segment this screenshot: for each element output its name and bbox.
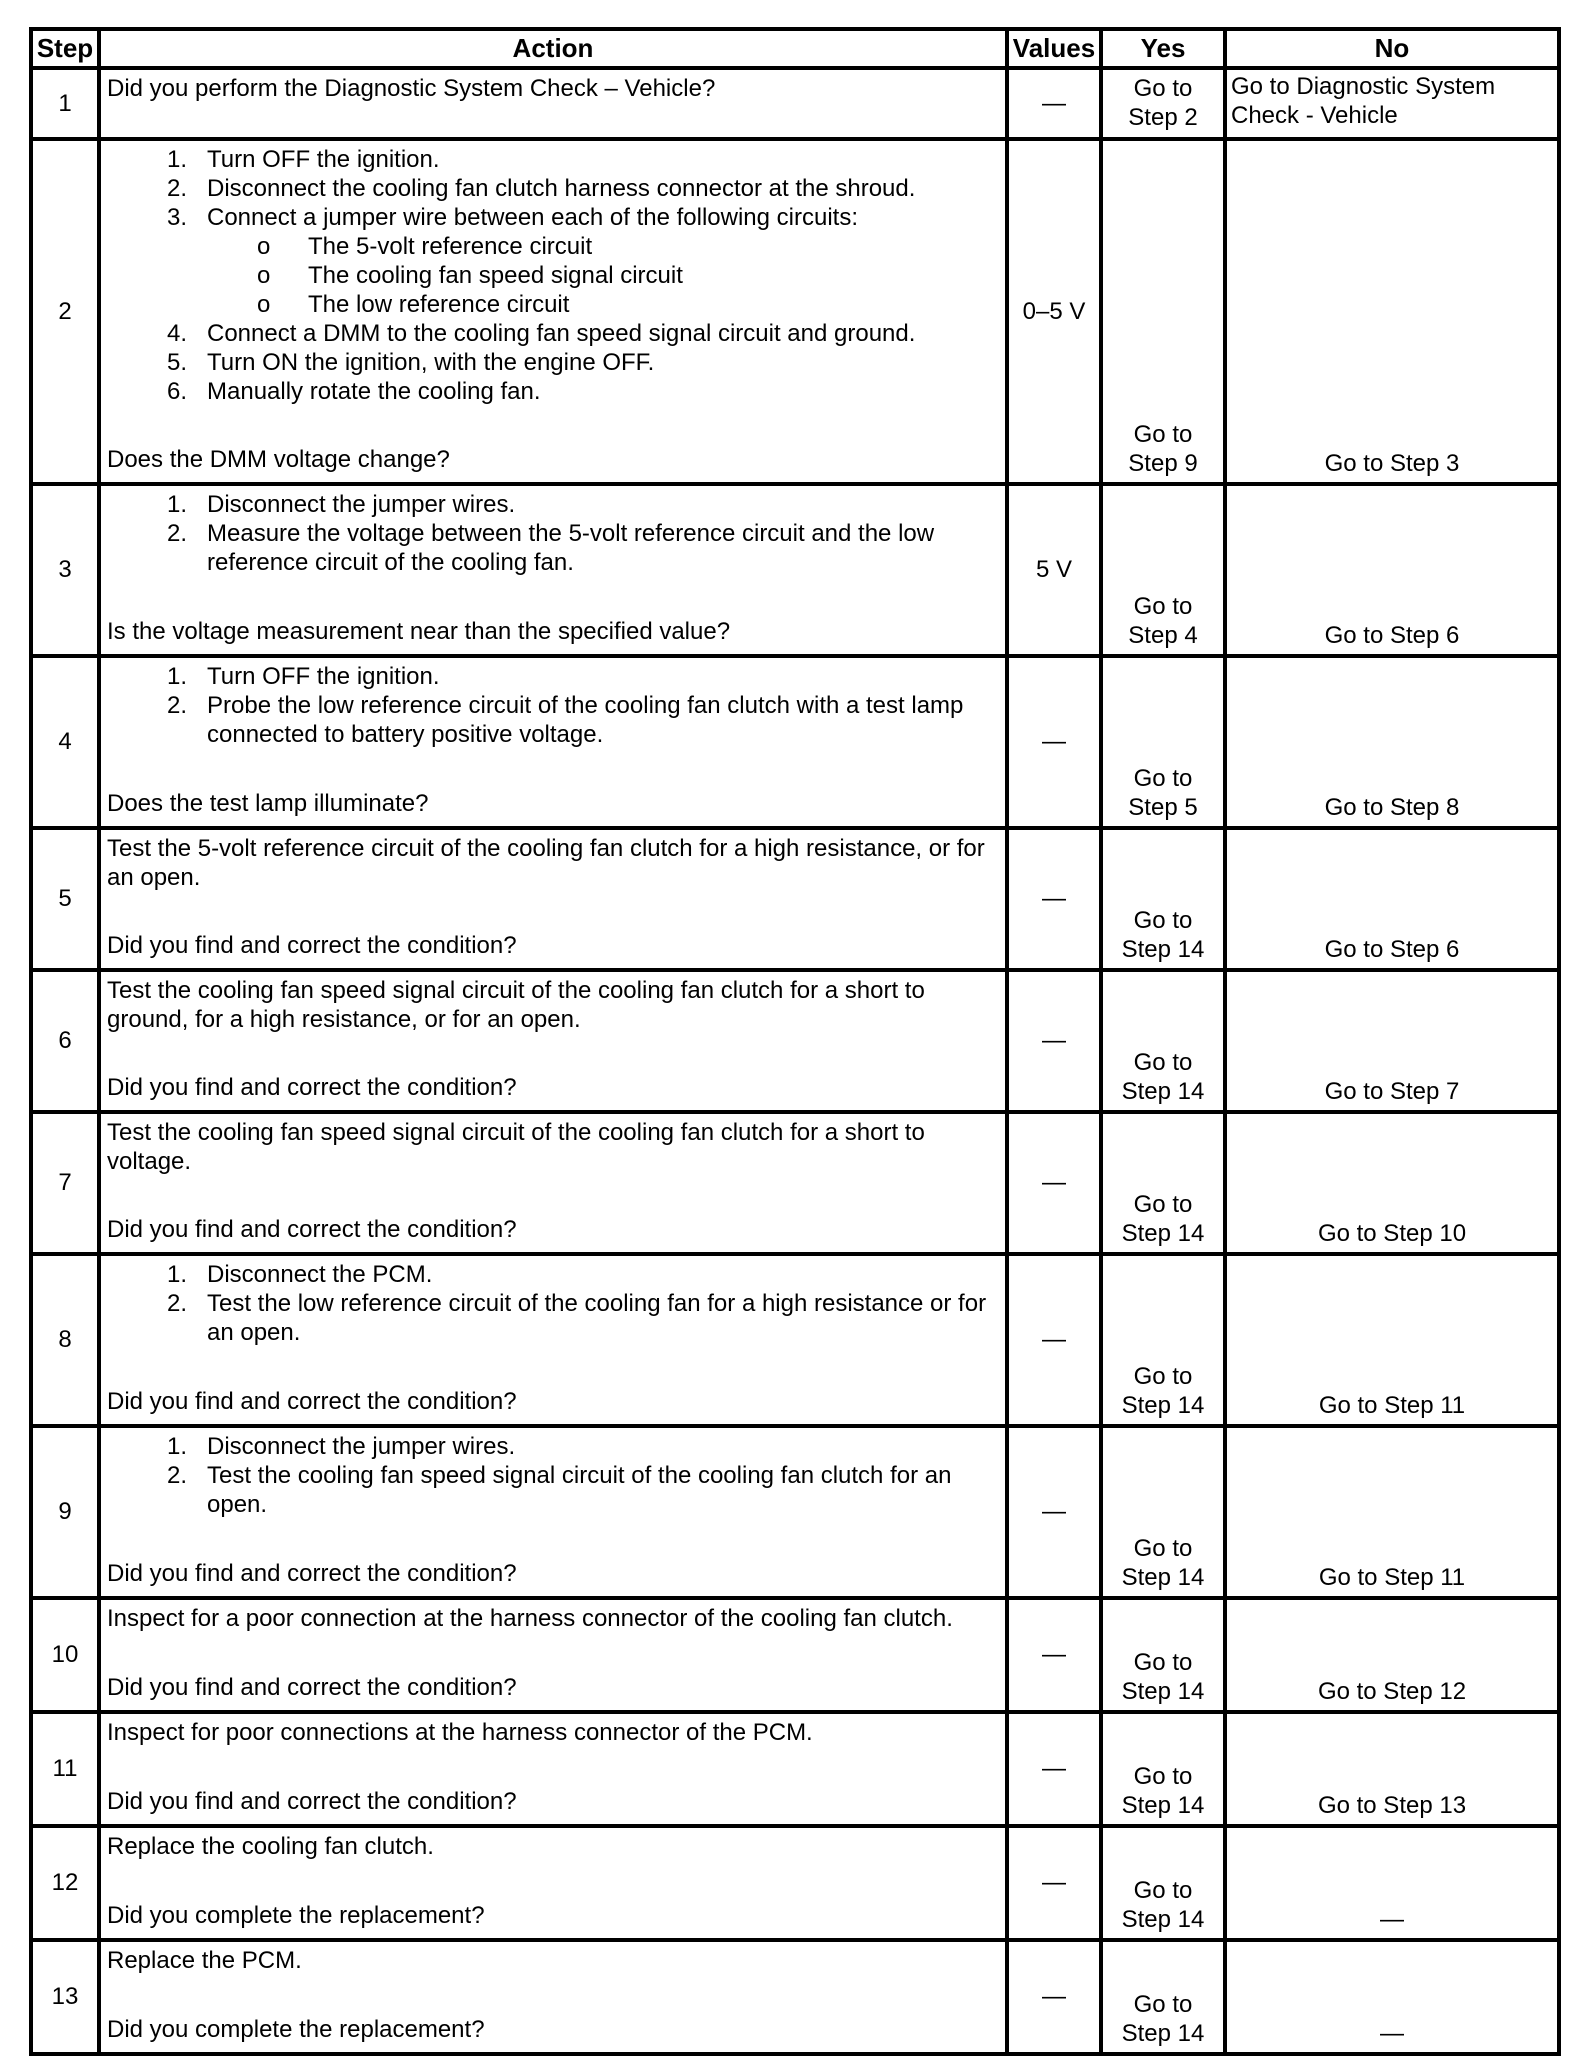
value-cell: 0–5 V [1007, 139, 1101, 484]
action-step-item [157, 1289, 999, 1347]
action-step-item [157, 174, 999, 203]
no-link[interactable]: Go to Step 12 [1317, 1678, 1467, 1705]
step-number: 9 [31, 1426, 99, 1598]
action-question: Does the test lamp illuminate? [107, 790, 429, 817]
value-cell: — [1007, 656, 1101, 828]
step-number: 10 [31, 1598, 99, 1712]
step-number: 1 [31, 68, 99, 139]
action-step-text: Disconnect the jumper wires. [207, 1433, 516, 1460]
table-row [31, 1112, 1559, 1254]
sub-list-text: The cooling fan speed signal circuit [308, 262, 683, 289]
step-number: 5 [31, 828, 99, 970]
action-question: Did you find and correct the condition? [107, 1388, 517, 1415]
action-question: Did you find and correct the condition? [107, 1788, 517, 1815]
action-instruction: Replace the PCM. [107, 1947, 302, 1974]
step-number: 8 [31, 1254, 99, 1426]
action-step-text: Disconnect the cooling fan clutch harness connector at the shroud. [207, 175, 916, 202]
no-cell [1225, 1112, 1559, 1254]
action-step-item [157, 519, 999, 577]
action-step-number: 2. [166, 1290, 187, 1317]
action-question: Did you find and correct the condition? [107, 1560, 517, 1587]
action-step-text: Connect a DMM to the cooling fan speed signal circuit and ground. [207, 320, 916, 347]
table-row [31, 68, 1559, 139]
value-cell: — [1007, 1426, 1101, 1598]
action-step-item [157, 348, 999, 377]
no-link[interactable]: Go to Diagnostic System Check - Vehicle [1231, 73, 1496, 129]
value-cell: — [1007, 1826, 1101, 1940]
table-row [31, 1426, 1559, 1598]
action-step-number: 1. [166, 663, 187, 690]
action-step-text: Test the low reference circuit of the cooling fan for a high resistance or for an open. [207, 1290, 987, 1346]
action-question: Does the DMM voltage change? [107, 446, 450, 473]
action-step-text: Manually rotate the cooling fan. [207, 378, 541, 405]
step-number: 4 [31, 656, 99, 828]
value-cell: — [1007, 1112, 1101, 1254]
sub-list [207, 232, 999, 319]
action-step-item [157, 1260, 999, 1289]
circle-bullet-icon: o [257, 291, 271, 318]
no-cell [1225, 1712, 1559, 1826]
action-question: Did you complete the replacement? [107, 2016, 485, 2043]
yes-cell [1101, 1826, 1225, 1940]
yes-cell [1101, 1426, 1225, 1598]
no-cell [1225, 970, 1559, 1112]
value-cell: — [1007, 828, 1101, 970]
no-link[interactable]: — [1380, 2020, 1404, 2047]
value-cell: — [1007, 970, 1101, 1112]
no-cell [1225, 1598, 1559, 1712]
action-cell [99, 1826, 1007, 1940]
table-row [31, 1940, 1559, 2054]
yes-cell [1101, 656, 1225, 828]
action-cell [99, 484, 1007, 656]
no-link[interactable]: Go to Step 11 [1318, 1392, 1466, 1419]
action-step-text: Disconnect the jumper wires. [207, 491, 516, 518]
diagnostic-table [29, 27, 1561, 2056]
action-cell [99, 1940, 1007, 2054]
step-number: 11 [31, 1712, 99, 1826]
action-step-number: 1. [166, 1261, 187, 1288]
no-link[interactable]: Go to Step 6 [1324, 622, 1460, 649]
step-number: 3 [31, 484, 99, 656]
action-step-number: 6. [166, 378, 187, 405]
table-row [31, 656, 1559, 828]
action-cell [99, 1426, 1007, 1598]
circle-bullet-icon: o [257, 262, 271, 289]
yes-cell [1101, 970, 1225, 1112]
action-step-number: 2. [166, 520, 187, 547]
action-question: Did you find and correct the condition? [107, 1674, 517, 1701]
yes-cell [1101, 484, 1225, 656]
step-number: 13 [31, 1940, 99, 2054]
action-instruction: Test the 5-volt reference circuit of the cooling fan clutch for a high resistance, or for an open. [107, 835, 985, 891]
no-cell [1225, 1826, 1559, 1940]
yes-link[interactable]: Go to Step 14 [1121, 1535, 1205, 1591]
value-cell: — [1007, 1254, 1101, 1426]
action-cell [99, 656, 1007, 828]
action-step-item [157, 662, 999, 691]
no-cell [1225, 68, 1559, 139]
table-row [31, 1254, 1559, 1426]
action-question: Is the voltage measurement near than the specified value? [107, 618, 731, 645]
action-instruction: Did you perform the Diagnostic System Check – Vehicle? [107, 75, 716, 102]
action-question: Did you find and correct the condition? [107, 1216, 517, 1243]
sub-list-item [257, 232, 999, 261]
table-row [31, 1712, 1559, 1826]
sub-list-item [257, 261, 999, 290]
value-cell: — [1007, 1940, 1101, 2054]
action-cell [99, 139, 1007, 484]
circle-bullet-icon: o [257, 233, 271, 260]
step-number: 7 [31, 1112, 99, 1254]
action-step-item [157, 203, 999, 319]
header-row [31, 29, 1559, 68]
no-cell [1225, 1254, 1559, 1426]
action-step-item [157, 377, 999, 406]
yes-link[interactable]: Go to Step 14 [1121, 1049, 1205, 1105]
action-step-item [157, 319, 999, 348]
action-steps-list [107, 490, 999, 577]
action-step-text: Turn ON the ignition, with the engine OFF. [207, 349, 655, 376]
action-step-number: 5. [166, 349, 187, 376]
action-step-text: Probe the low reference circuit of the cooling fan clutch with a test lamp connected to battery positive voltage. [207, 692, 964, 748]
action-cell [99, 1112, 1007, 1254]
action-steps-list [107, 1260, 999, 1347]
action-steps-list [107, 1432, 999, 1519]
action-step-item [157, 1461, 999, 1519]
yes-link[interactable]: Go to Step 5 [1128, 765, 1198, 821]
action-step-number: 4. [166, 320, 187, 347]
no-link[interactable]: Go to Step 6 [1324, 936, 1460, 963]
sub-list-text: The 5-volt reference circuit [308, 233, 593, 260]
yes-cell [1101, 1112, 1225, 1254]
sub-list-item [257, 290, 999, 319]
action-cell [99, 828, 1007, 970]
no-link[interactable]: Go to Step 7 [1324, 1078, 1460, 1105]
action-cell [99, 970, 1007, 1112]
action-step-number: 1. [166, 1433, 187, 1460]
action-instruction: Replace the cooling fan clutch. [107, 1833, 434, 1860]
value-cell: — [1007, 1598, 1101, 1712]
yes-cell [1101, 1254, 1225, 1426]
header-no: No [1225, 29, 1559, 68]
action-step-number: 2. [166, 692, 187, 719]
value-cell: — [1007, 1712, 1101, 1826]
action-step-item [157, 1432, 999, 1461]
action-question: Did you find and correct the condition? [107, 932, 517, 959]
no-link[interactable]: — [1380, 1906, 1404, 1933]
value-cell: 5 V [1007, 484, 1101, 656]
action-step-number: 3. [166, 204, 187, 231]
action-step-item [157, 691, 999, 749]
action-cell [99, 68, 1007, 139]
action-steps-list [107, 662, 999, 749]
action-instruction: Test the cooling fan speed signal circuit of the cooling fan clutch for a short to voltage. [107, 1119, 925, 1175]
no-link[interactable]: Go to Step 10 [1317, 1220, 1467, 1247]
action-question: Did you complete the replacement? [107, 1902, 485, 1929]
yes-link[interactable]: Go to Step 2 [1128, 74, 1198, 131]
table-row [31, 139, 1559, 484]
table-row [31, 484, 1559, 656]
action-question: Did you find and correct the condition? [107, 1074, 517, 1101]
yes-cell [1101, 1940, 1225, 2054]
header-action: Action [99, 29, 1007, 68]
no-link[interactable]: Go to Step 8 [1324, 794, 1460, 821]
step-number: 6 [31, 970, 99, 1112]
no-cell [1225, 1940, 1559, 2054]
action-step-text: Turn OFF the ignition. [207, 663, 440, 690]
action-step-number: 2. [166, 175, 187, 202]
action-steps-list [107, 145, 999, 406]
action-step-number: 1. [166, 146, 187, 173]
yes-link[interactable]: Go to Step 14 [1121, 907, 1205, 963]
action-step-text: Connect a jumper wire between each of the following circuits: [207, 204, 858, 231]
action-instruction: Inspect for poor connections at the harness connector of the PCM. [107, 1719, 813, 1746]
no-cell [1225, 656, 1559, 828]
no-cell [1225, 139, 1559, 484]
no-link[interactable]: Go to Step 11 [1318, 1564, 1466, 1591]
step-number: 12 [31, 1826, 99, 1940]
no-cell [1225, 1426, 1559, 1598]
yes-link[interactable]: Go to Step 9 [1128, 421, 1198, 477]
step-number: 2 [31, 139, 99, 484]
action-step-item [157, 490, 999, 519]
table-row [31, 1598, 1559, 1712]
no-link[interactable]: Go to Step 3 [1324, 450, 1460, 477]
action-instruction: Test the cooling fan speed signal circuit of the cooling fan clutch for a short to ground, for a high resistance, or for an open. [107, 977, 925, 1033]
value-cell: — [1007, 68, 1101, 139]
yes-link[interactable]: Go to Step 14 [1121, 1191, 1205, 1247]
yes-link[interactable]: Go to Step 14 [1121, 1363, 1205, 1419]
yes-link[interactable]: Go to Step 14 [1121, 1877, 1205, 1933]
action-step-number: 1. [166, 491, 187, 518]
action-step-text: Disconnect the PCM. [207, 1261, 433, 1288]
yes-link[interactable]: Go to Step 14 [1121, 1991, 1205, 2047]
action-instruction: Inspect for a poor connection at the harness connector of the cooling fan clutch. [107, 1605, 953, 1632]
table-row [31, 828, 1559, 970]
table-row [31, 1826, 1559, 1940]
no-link[interactable]: Go to Step 13 [1317, 1792, 1467, 1819]
yes-cell [1101, 1712, 1225, 1826]
yes-cell [1101, 139, 1225, 484]
action-cell [99, 1254, 1007, 1426]
action-step-item [157, 145, 999, 174]
action-step-text: Measure the voltage between the 5-volt reference circuit and the low reference circuit of the cooling fan. [207, 520, 935, 576]
table-row [31, 970, 1559, 1112]
sub-list-text: The low reference circuit [308, 291, 570, 318]
yes-cell [1101, 1598, 1225, 1712]
action-step-number: 2. [166, 1462, 187, 1489]
action-cell [99, 1712, 1007, 1826]
yes-link[interactable]: Go to Step 14 [1121, 1763, 1205, 1819]
no-cell [1225, 828, 1559, 970]
action-cell [99, 1598, 1007, 1712]
no-cell [1225, 484, 1559, 656]
header-step: Step [31, 29, 99, 68]
yes-cell [1101, 828, 1225, 970]
action-step-text: Test the cooling fan speed signal circuit of the cooling fan clutch for an open. [207, 1462, 952, 1518]
header-values: Values [1007, 29, 1101, 68]
yes-link[interactable]: Go to Step 14 [1121, 1649, 1205, 1705]
header-yes: Yes [1101, 29, 1225, 68]
action-step-text: Turn OFF the ignition. [207, 146, 440, 173]
yes-cell [1101, 68, 1225, 139]
yes-link[interactable]: Go to Step 4 [1128, 593, 1198, 649]
